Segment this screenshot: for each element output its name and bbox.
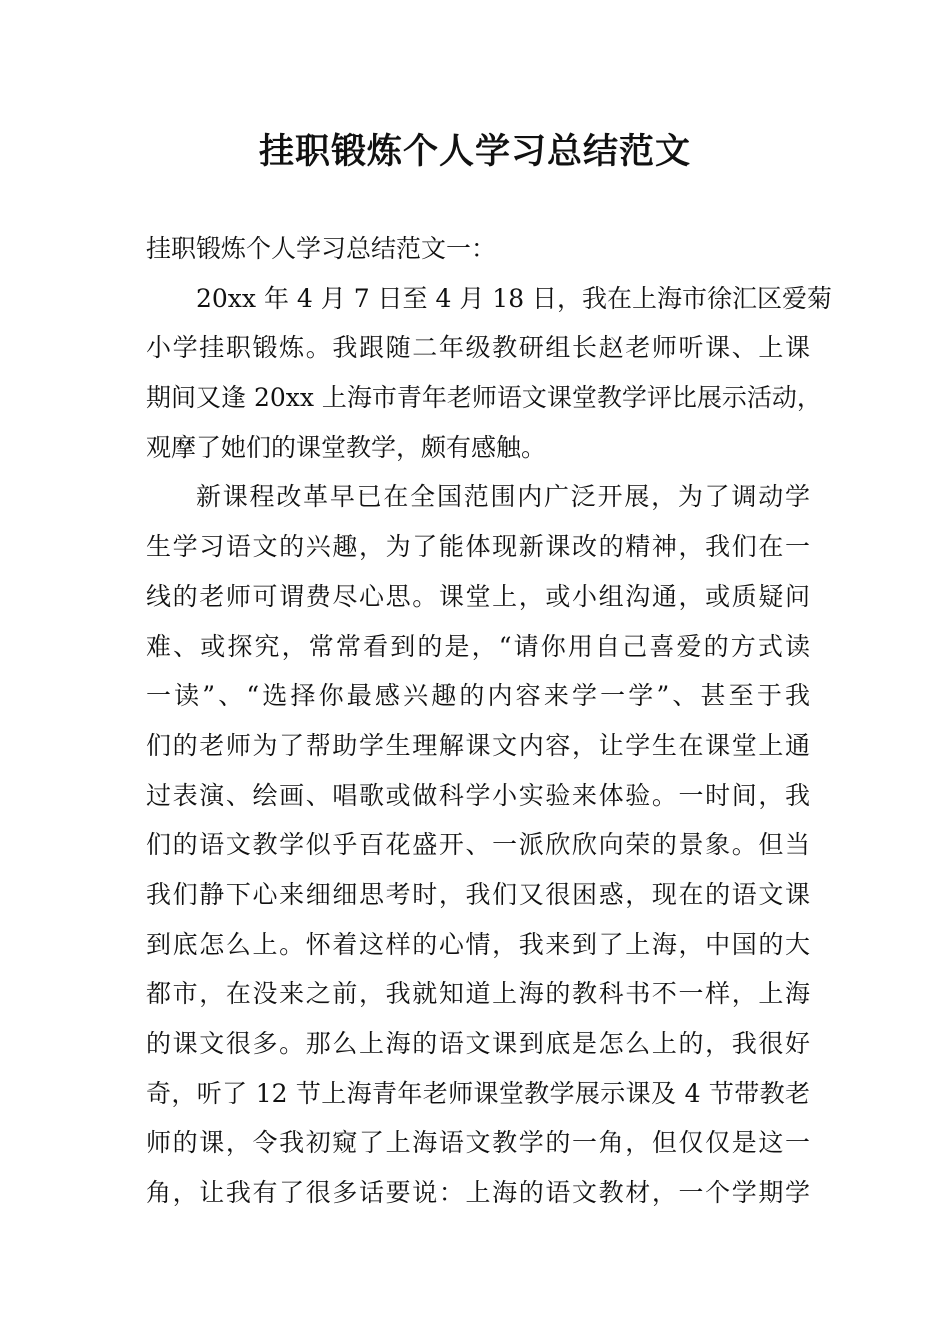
paragraph-line: 角，让我有了很多话要说：上海的语文教材，一个学期学 [146, 1178, 810, 1208]
paragraph-line: 生学习语文的兴趣，为了能体现新课改的精神，我们在一 [146, 532, 810, 562]
paragraph-line: 难、或探究，常常看到的是，“请你用自己喜爱的方式读 [146, 631, 810, 661]
paragraph-line: 的课文很多。那么上海的语文课到底是怎么上的，我很好 [146, 1029, 810, 1058]
paragraph-line: 我们静下心来细细思考时，我们又很困惑，现在的语文课 [146, 879, 810, 909]
section-heading: 挂职锻炼个人学习总结范文一： [146, 234, 497, 263]
paragraph-line: 线的老师可谓费尽心思。课堂上，或小组沟通，或质疑问 [146, 581, 810, 611]
paragraph-line: 新课程改革早已在全国范围内广泛开展，为了调动学 [196, 482, 810, 512]
document-body [146, 224, 833, 1218]
document-title: 挂职锻炼个人学习总结范文 [258, 131, 691, 172]
paragraph-line: 过表演、绘画、唱歌或做科学小实验来体验。一时间，我 [146, 780, 810, 810]
paragraph-line: 奇，听了 12 节上海青年老师课堂教学展示课及 4 节带教老 [146, 1078, 810, 1108]
paragraph-line: 都市，在没来之前，我就知道上海的教科书不一样，上海 [146, 979, 810, 1009]
paragraph-line: 小学挂职锻炼。我跟随二年级教研组长赵老师听课、上课 [146, 333, 810, 363]
paragraph-line: 们的老师为了帮助学生理解课文内容，让学生在课堂上通 [146, 730, 810, 760]
paragraph-line: 师的课，令我初窥了上海语文教学的一角，但仅仅是这一 [146, 1128, 810, 1158]
paragraph-line: 期间又逢 20xx 上海市青年老师语文课堂教学评比展示活动， [146, 383, 822, 413]
paragraph-line: 们的语文教学似乎百花盛开、一派欣欣向荣的景象。但当 [146, 830, 810, 860]
paragraph-line: 20xx 年 4 月 7 日至 4 月 18 日，我在上海市徐汇区爱菊 [196, 283, 833, 313]
paragraph-line: 一读”、“选择你最感兴趣的内容来学一学”、甚至于我 [146, 681, 810, 711]
paragraph-line: 到底怎么上。怀着这样的心情，我来到了上海，中国的大 [146, 929, 810, 959]
paragraph-line: 观摩了她们的课堂教学，颇有感触。 [146, 432, 547, 462]
